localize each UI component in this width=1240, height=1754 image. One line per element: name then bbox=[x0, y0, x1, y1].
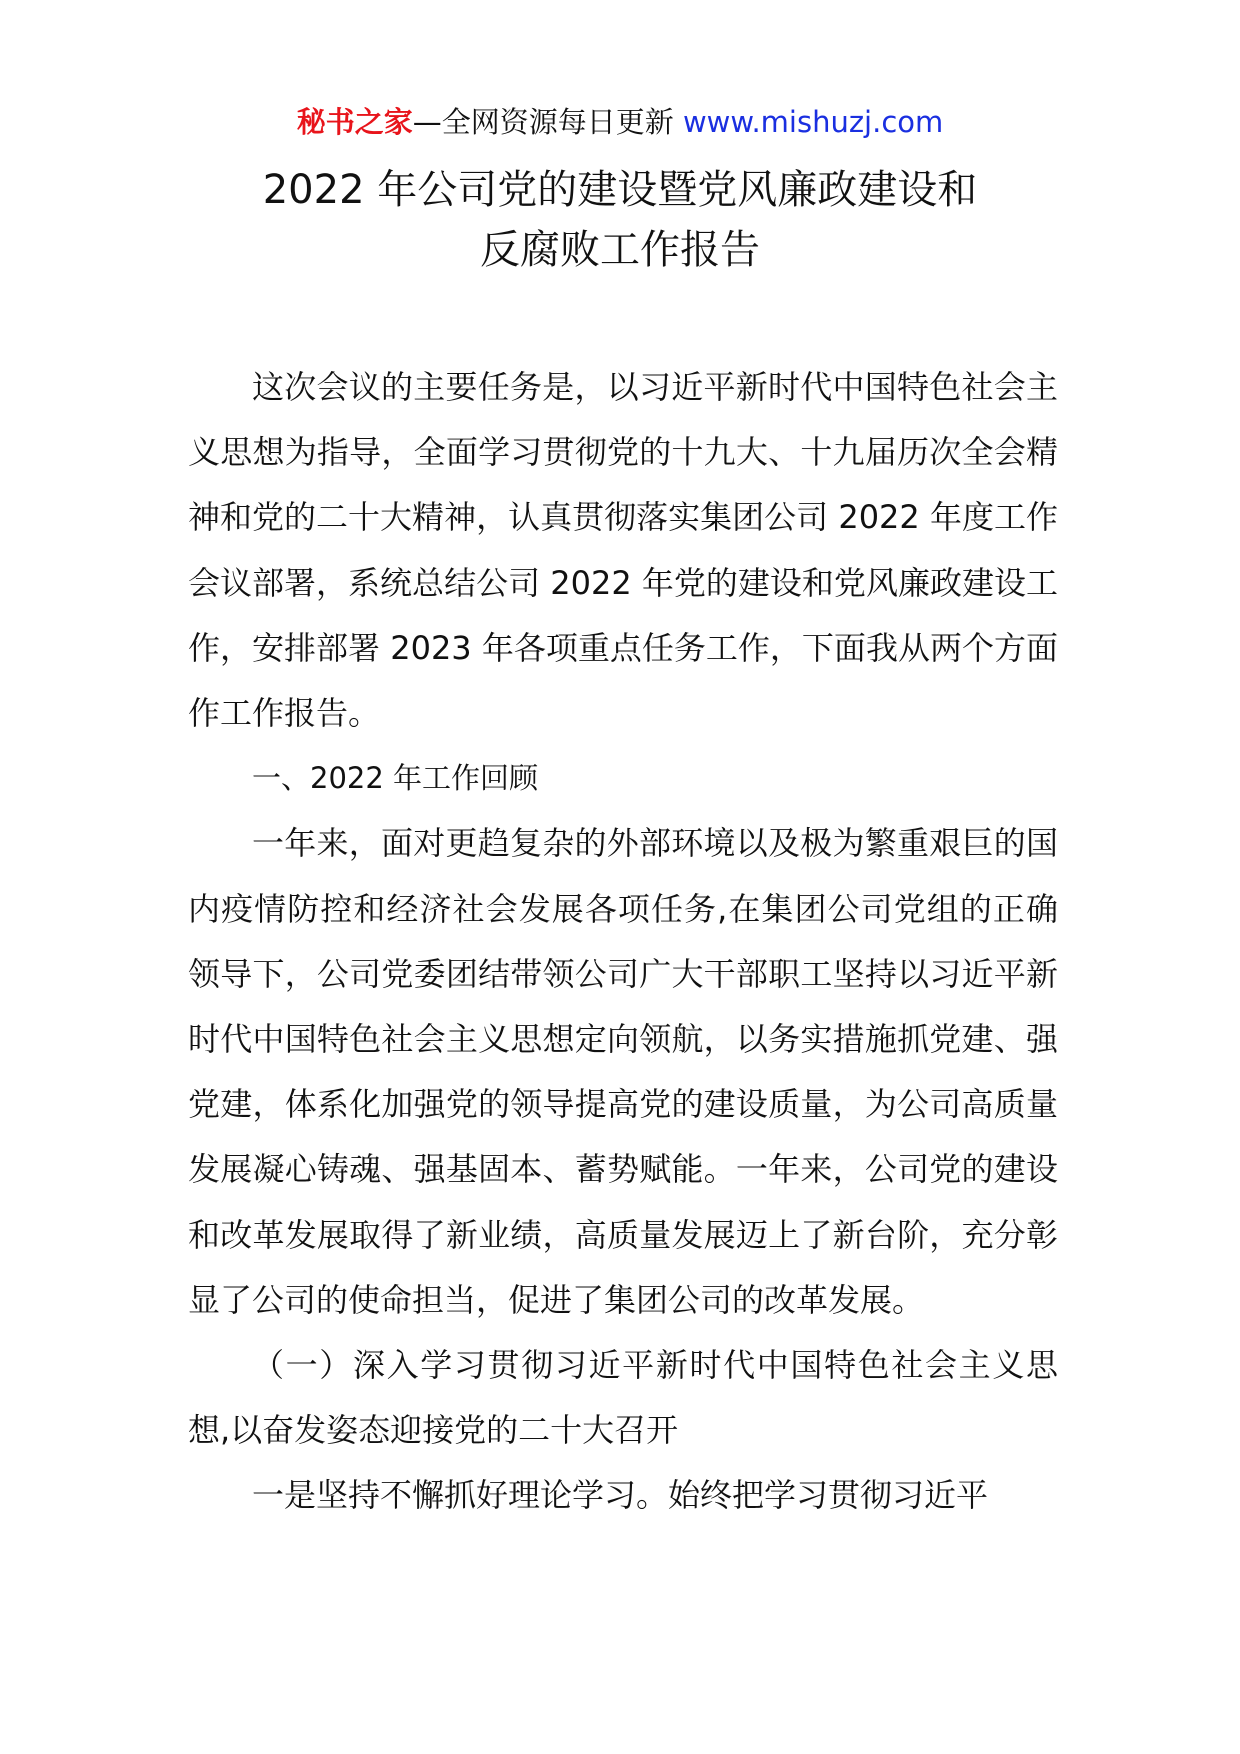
site-header bbox=[0, 100, 1240, 144]
title-line-1: 2022 年公司党的建设暨党风廉政建设和 bbox=[262, 167, 978, 213]
title-line-2: 反腐败工作报告 bbox=[480, 227, 760, 273]
section-heading: 一、2022 年工作回顾 bbox=[252, 761, 539, 796]
document-title bbox=[0, 160, 1240, 280]
document-body bbox=[188, 355, 1058, 1529]
review-paragraph: 一年来，面对更趋复杂的外部环境以及极为繁重艰巨的国内疫情防控和经济社会发展各项任务,在集团公司党组的正确领导下，公司党委团结带领公司广大干部职工坚持以习近平新时代中国特色社会主义思想定向领航，以务实措施抓党建、强党建，体系化加强党的领导提高党的建设质量，为公司高质量发展凝心铸魂、强基固本、蓄势赋能。一年来，公司党的建设和改革发展取得了新业绩，高质量发展迈上了新台阶，充分彰显了公司的使命担当，促进了集团公司的改革发展。 bbox=[188, 824, 1058, 1319]
subsection-heading: （一）深入学习贯彻习近平新时代中国特色社会主义思想,以奋发姿态迎接党的二十大召开 bbox=[188, 1346, 1058, 1450]
intro-paragraph: 这次会议的主要任务是，以习近平新时代中国特色社会主义思想为指导，全面学习贯彻党的十九大、十九届历次全会精神和党的二十大精神，认真贯彻落实集团公司 2022 年度工作会议部署，系统总结公司 2022 年党的建设和党风廉政建设工作，安排部署 2023 年各项重点任务工作，下面我从两个方面作工作报告。 bbox=[188, 368, 1058, 733]
point-paragraph: 一是坚持不懈抓好理论学习。始终把学习贯彻习近平 bbox=[252, 1476, 989, 1515]
header-tagline: —全网资源每日更新 bbox=[412, 105, 674, 139]
site-url-link[interactable]: www.mishuzj.com bbox=[682, 105, 944, 139]
brand-name: 秘书之家 bbox=[296, 105, 413, 139]
